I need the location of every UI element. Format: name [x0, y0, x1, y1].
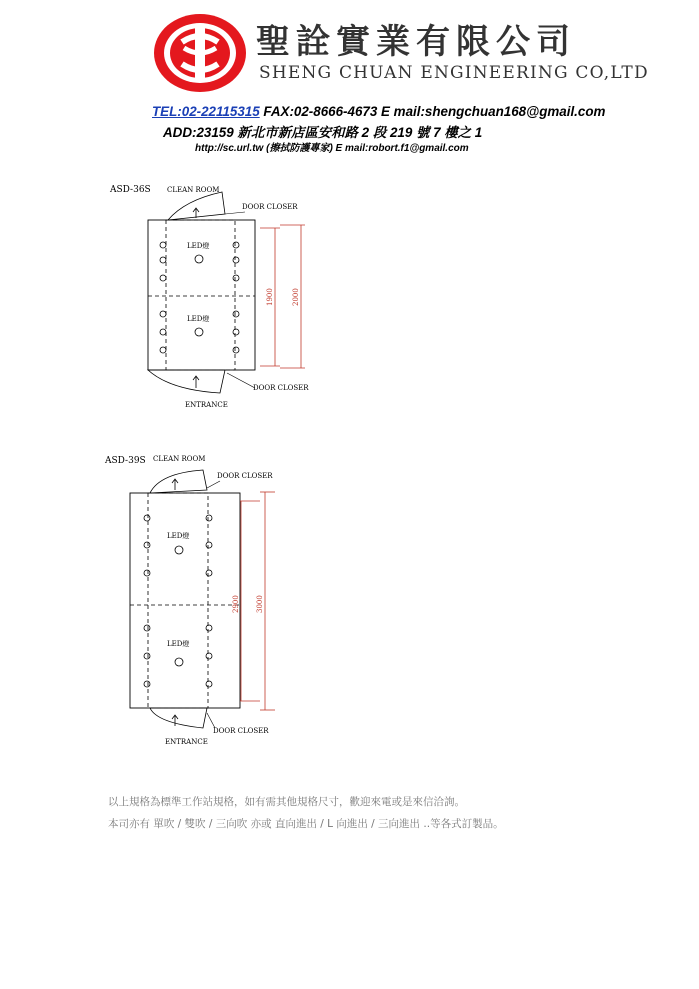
door-closer-top-label: DOOR CLOSER: [217, 472, 273, 480]
diagram-asd-36s: [95, 178, 335, 418]
led-label-1: LED燈: [167, 532, 190, 540]
dimension-outer: 3000: [256, 595, 264, 613]
top-door-swing: [150, 470, 207, 493]
diagram-asd-39s: [95, 448, 335, 753]
bottom-arrow-icon: [172, 715, 178, 726]
address-line: ADD:23159 新北市新店區安和路 2 段 219 號 7 樓之 1: [163, 125, 483, 140]
contact-line-1: [152, 104, 605, 119]
cabin-inner-dashed: [148, 493, 208, 708]
clean-room-label: CLEAN ROOM: [167, 186, 220, 194]
led-label-1: LED燈: [187, 242, 210, 250]
nozzle-group: [144, 515, 212, 687]
entrance-label: ENTRANCE: [185, 401, 228, 409]
note-line-1: 以上規格為標準工作站規格，如有需其他規格尺寸，歡迎來電或是來信洽詢。: [108, 796, 465, 808]
web-email-line: http://sc.url.tw (擦拭防護專家) E mail:robort.f1@gmail.com: [195, 143, 469, 154]
led-lamp-icon: [175, 546, 183, 554]
led-label-2: LED燈: [167, 640, 190, 648]
fax-email-text: FAX:02-8666-4673 E mail:shengchuan168@gmail.com: [259, 104, 606, 119]
note-line-2: 本司亦有 單吹 / 雙吹 / 三向吹 亦或 直向進出 / L 向進出 / 三向進出 ..等各式訂製品。: [108, 818, 504, 830]
company-logo: [152, 12, 248, 94]
led-lamp-icon: [175, 658, 183, 666]
dimension-inner: 2900: [232, 595, 240, 613]
door-closer-bottom-label: DOOR CLOSER: [253, 384, 309, 392]
bottom-door-swing: [148, 370, 225, 393]
door-closer-top-label: DOOR CLOSER: [242, 203, 298, 211]
company-name-zh: 聖詮實業有限公司: [256, 22, 576, 62]
model-label: ASD-36S: [110, 185, 151, 195]
top-arrow-icon: [172, 479, 178, 490]
cabin-outline: [130, 493, 240, 708]
led-lamp-icon: [195, 255, 203, 263]
bottom-door-swing: [150, 708, 207, 728]
company-name-en: SHENG CHUAN ENGINEERING CO,LTD: [259, 63, 649, 83]
dimension-inner: 1900: [266, 288, 274, 306]
model-label: ASD-39S: [105, 456, 146, 466]
top-door-swing: [168, 192, 225, 220]
entrance-label: ENTRANCE: [165, 738, 208, 746]
led-lamp-icon: [195, 328, 203, 336]
door-closer-bottom-label: DOOR CLOSER: [213, 727, 269, 735]
tel-link[interactable]: TEL:02-22115315: [152, 104, 260, 119]
bottom-arrow-icon: [193, 376, 199, 388]
led-label-2: LED燈: [187, 315, 210, 323]
dimension-outer: 2000: [292, 288, 300, 306]
clean-room-label: CLEAN ROOM: [153, 455, 206, 463]
